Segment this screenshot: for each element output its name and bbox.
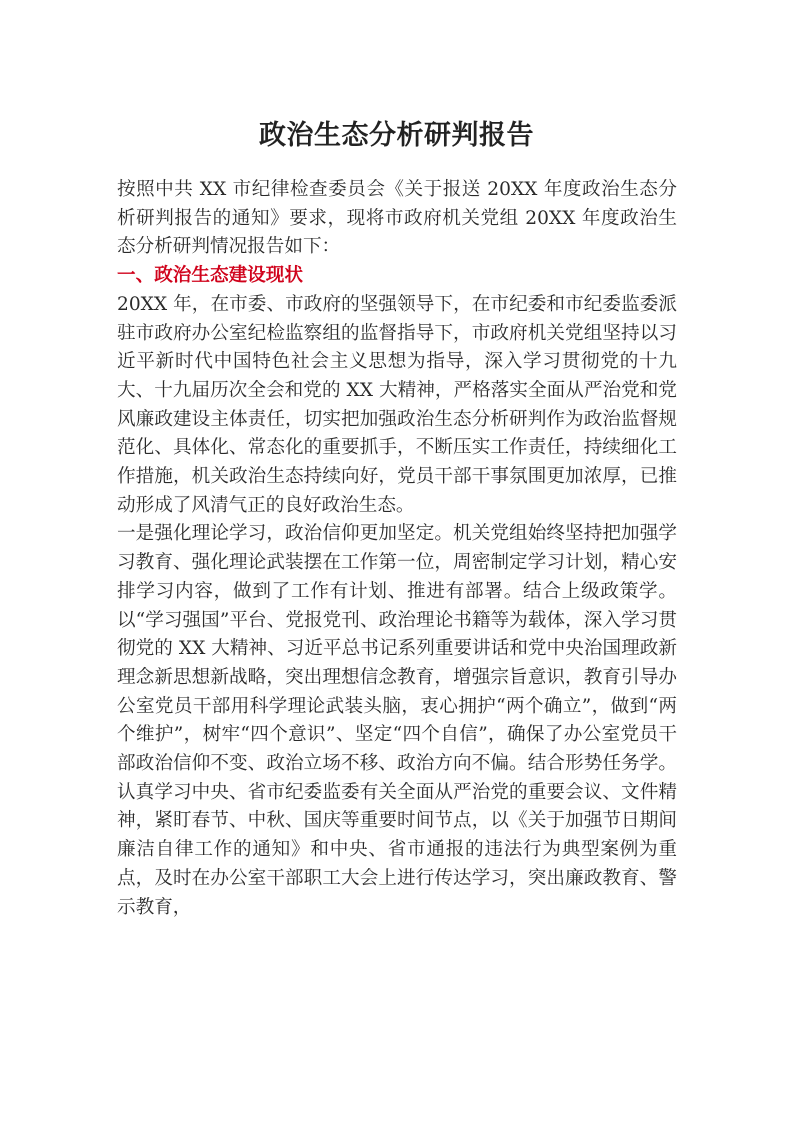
body-paragraph-1: 20XX 年，在市委、市政府的坚强领导下，在市纪委和市纪委监委派驻市政府办公室纪检监察组的监督指导下，市政府机关党组坚持以习近平新时代中国特色社会主义思想为指导，深入学习贯彻党的十九大、十九届历次全会和党的 XX 大精神，严格落实全面从严治党和党风廉政建设主体责任，切实把加强政治生态分析研判作为政治监督规范化、具体化、常态化的重要抓手，不断压实工作责任，持续细化工作措施，机关政治生态持续向好，党员干部干事氛围更加浓厚，已推动形成了风清气正的良好政治生态。 bbox=[117, 293, 677, 516]
intro-paragraph: 按照中共 XX 市纪律检查委员会《关于报送 20XX 年度政治生态分析研判报告的通知》要求，现将市政府机关党组 20XX 年度政治生态分析研判情况报告如下： bbox=[117, 179, 677, 258]
document-body bbox=[117, 176, 677, 922]
section-heading: 一、政治生态建设现状 bbox=[117, 265, 303, 287]
document-title: 政治生态分析研判报告 bbox=[259, 120, 534, 151]
body-paragraph-2: 一是强化理论学习，政治信仰更加坚定。机关党组始终坚持把加强学习教育、强化理论武装摆在工作第一位，周密制定学习计划，精心安排学习内容，做到了工作有计划、推进有部署。结合上级政策学。以“学习强国”平台、党报党刊、政治理论书籍等为载体，深入学习贯彻党的 XX 大精神、习近平总书记系列重要讲话和党中央治国理政新理念新思想新战略，突出理想信念教育，增强宗旨意识，教育引导办公室党员干部用科学理论武装头脑，衷心拥护“两个确立”，做到“两个维护”，树牢“四个意识”、坚定“四个自信”，确保了办公室党员干部政治信仰不变、政治立场不移、政治方向不偏。结合形势任务学。认真学习中央、省市纪委监委有关全面从严治党的重要会议、文件精神，紧盯春节、中秋、国庆等重要时间节点，以《关于加强节日期间廉洁自律工作的通知》和中央、省市通报的违法行为典型案例为重点，及时在办公室干部职工大会上进行传达学习，突出廉政教育、警示教育， bbox=[117, 523, 677, 918]
